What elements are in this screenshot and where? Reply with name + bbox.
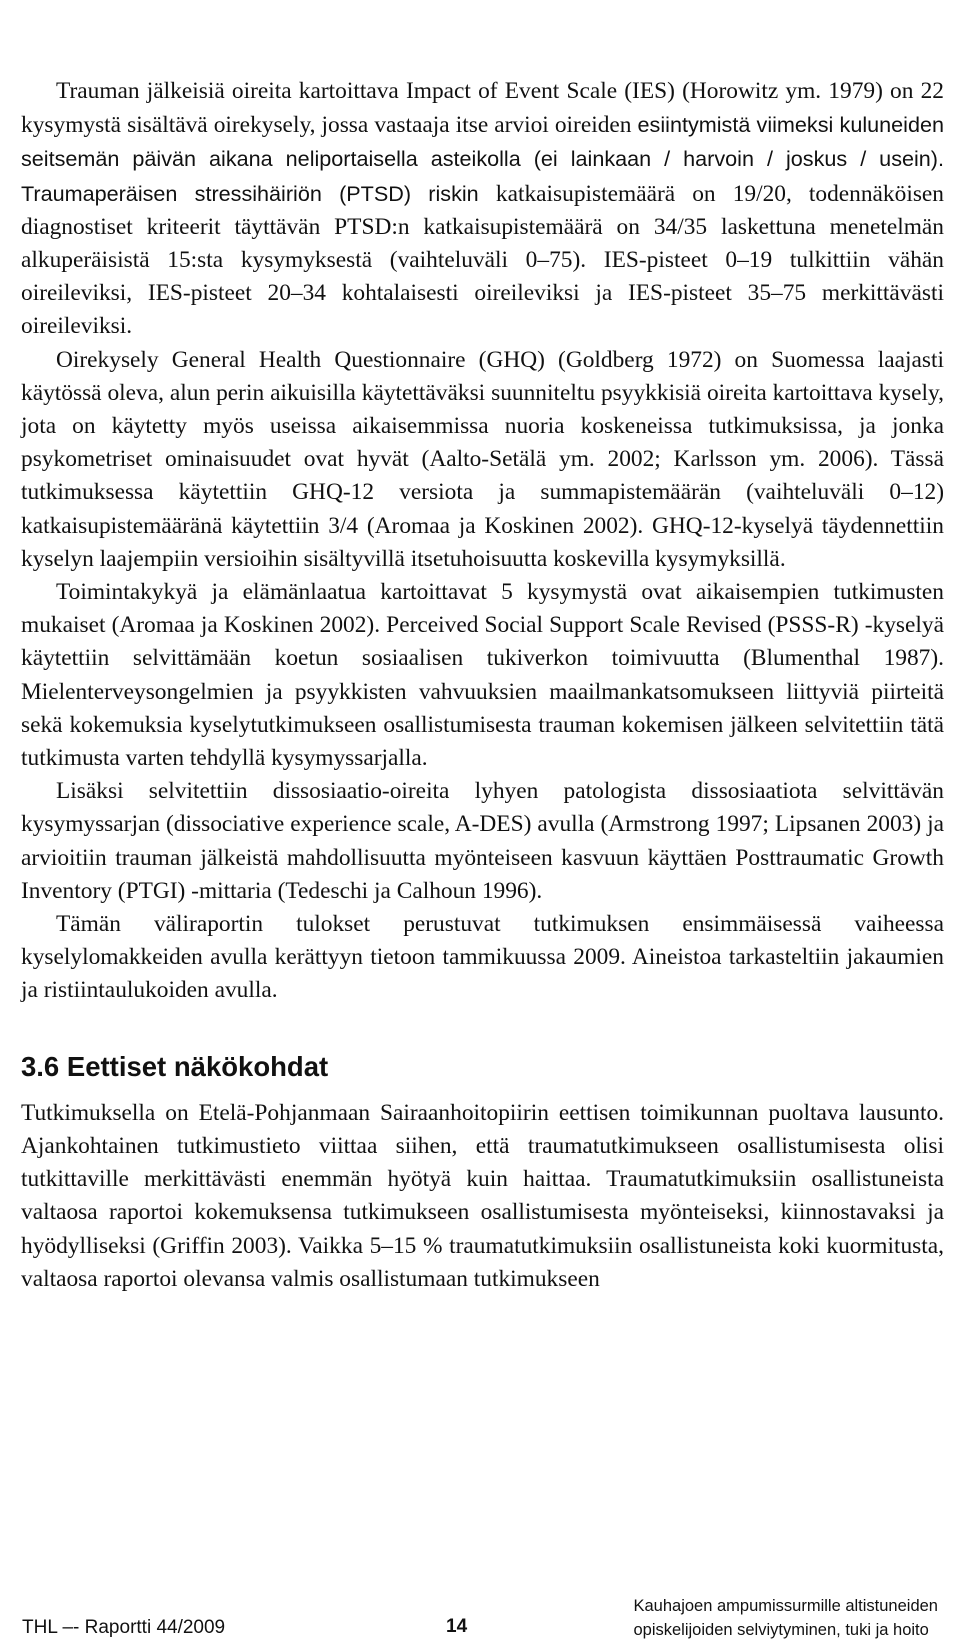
paragraph-functioning: Toimintakykyä ja elämänlaatua kartoittavat 5 kysymystä ovat aikaisempien tutkimusten mukaiset (Aromaa ja Koskinen 2002). Perceived Social Support Scale Revised (PSSS-R) -kyselyä käytettiin selvittämään koetun sosiaalisen tukiverkon toimivuutta (Blumenthal 1987). Mielenterveysongelmien ja psyykkisten vahvuuksien maailmankatsomukseen liittyviä piirteitä sekä kokemuksia kyselytutkimukseen osallistumisesta trauman kokemisen jälkeen selvitettiin tätä tutkimusta varten tehdyllä kysymyssarjalla. (21, 579, 944, 772)
page-footer (0, 1586, 960, 1646)
footer-title-line-2: opiskelijoiden selviytyminen, tuki ja hoito (633, 1621, 929, 1639)
page-content (21, 75, 944, 1296)
paragraph-ies-part-1: Trauman jälkeisiä oireita kartoittava Impact of Event Scale (IES) (Horowitz ym. 1979) on 22 kysymystä sisältävä oirekysely, jossa vastaaja itse arvioi oireiden (21, 78, 944, 139)
footer-report-title (633, 1594, 938, 1642)
paragraph-dissociation: Lisäksi selvitettiin dissosiaatio-oireita lyhyen patologista dissosiaatiota selvittävän kysymyssarjan (dissociative experience scale, A-DES) avulla (Armstrong 1997; Lipsanen 2003) ja arvioitiin trauman jälkeistä mahdollisuutta myönteiseen kasvuun käyttäen Posttraumatic Growth Inventory (PTGI) -mittaria (Tedeschi ja Calhoun 1996). (21, 778, 944, 904)
footer-report-id: THL –- Raportti 44/2009 (22, 1617, 226, 1638)
paragraph-ghq: Oirekysely General Health Questionnaire (GHQ) (Goldberg 1972) on Suomessa laajasti käytössä oleva, alun perin aikuisilla käytettäväksi suunniteltu psyykkisiä oireita kartoittava kysely, jota on käytetty myös useissa aikaisemmissa nuoria koskeneissa tutkimuksissa, ja jonka psykometriset ominaisuudet ovat hyvät (Aalto-Setälä ym. 2002; Karlsson ym. 2006). Tässä tutkimuksessa käytettiin GHQ-12 versiota ja summapistemäärän (vaihteluväli 0–12) katkaisupistemääränä käytettiin 3/4 (Aromaa ja Koskinen 2002). GHQ-12-kyselyä täydennettiin kyselyn laajempiin versioihin sisältyvillä itsetuhoisuutta koskevilla kysymyksillä. (21, 346, 944, 572)
paragraph-ies-part-2: esiintymistä viimeksi kuluneiden seitsemän päivän aikana neliportaisella asteikolla (ei lainkaan / harvoin / joskus / usein). Traumaperäisen stressihäiriön (PTSD) riskin (21, 112, 944, 206)
paragraph-ies (21, 75, 944, 344)
footer-title-line-1: Kauhajoen ampumissurmille altistuneiden (633, 1597, 938, 1615)
paragraph-ies-part-3: katkaisupistemäärä on 19/20, todennäköisen diagnostiset kriteerit täyttävän PTSD:n katkaisupistemäärä on 34/35 laskettuna menetelmän alkuperäisistä 15:sta kysymyksestä (vaihteluväli 0–75). IES-pisteet 0–19 tulkittiin vähän oireileviksi, IES-pisteet 20–34 kohtalaisesti oireileviksi ja IES-pisteet 35–75 merkittävästi oireileviksi. (21, 180, 945, 340)
section-heading: 3.6 Eettiset näkökohdat (21, 1050, 329, 1082)
paragraph-results-basis: Tämän väliraportin tulokset perustuvat tutkimuksen ensimmäisessä vaiheessa kyselylomakkeiden avulla kerättyyn tietoon tammikuussa 2009. Aineistoa tarkasteltiin jakaumien ja ristiintaulukoiden avulla. (21, 911, 944, 1004)
paragraph-ethics: Tutkimuksella on Etelä-Pohjanmaan Sairaanhoitopiirin eettisen toimikunnan puoltava lausunto. Ajankohtainen tutkimustieto viittaa siihen, että traumatutkimukseen osallistumisesta olisi tutkittaville merkittävästi enemmän hyötyä kuin haittaa. Traumatutkimuksiin osallistuneista valtaosa raportoi kokemuksensa tutkimukseen osallistumisesta myönteiseksi, kiinnostavaksi ja hyödylliseksi (Griffin 2003). Vaikka 5–15 % traumatutkimuksiin osallistuneista koki kuormitusta, valtaosa raportoi olevansa valmis osallistumaan tutkimukseen (21, 1099, 944, 1292)
page-number: 14 (446, 1616, 468, 1637)
